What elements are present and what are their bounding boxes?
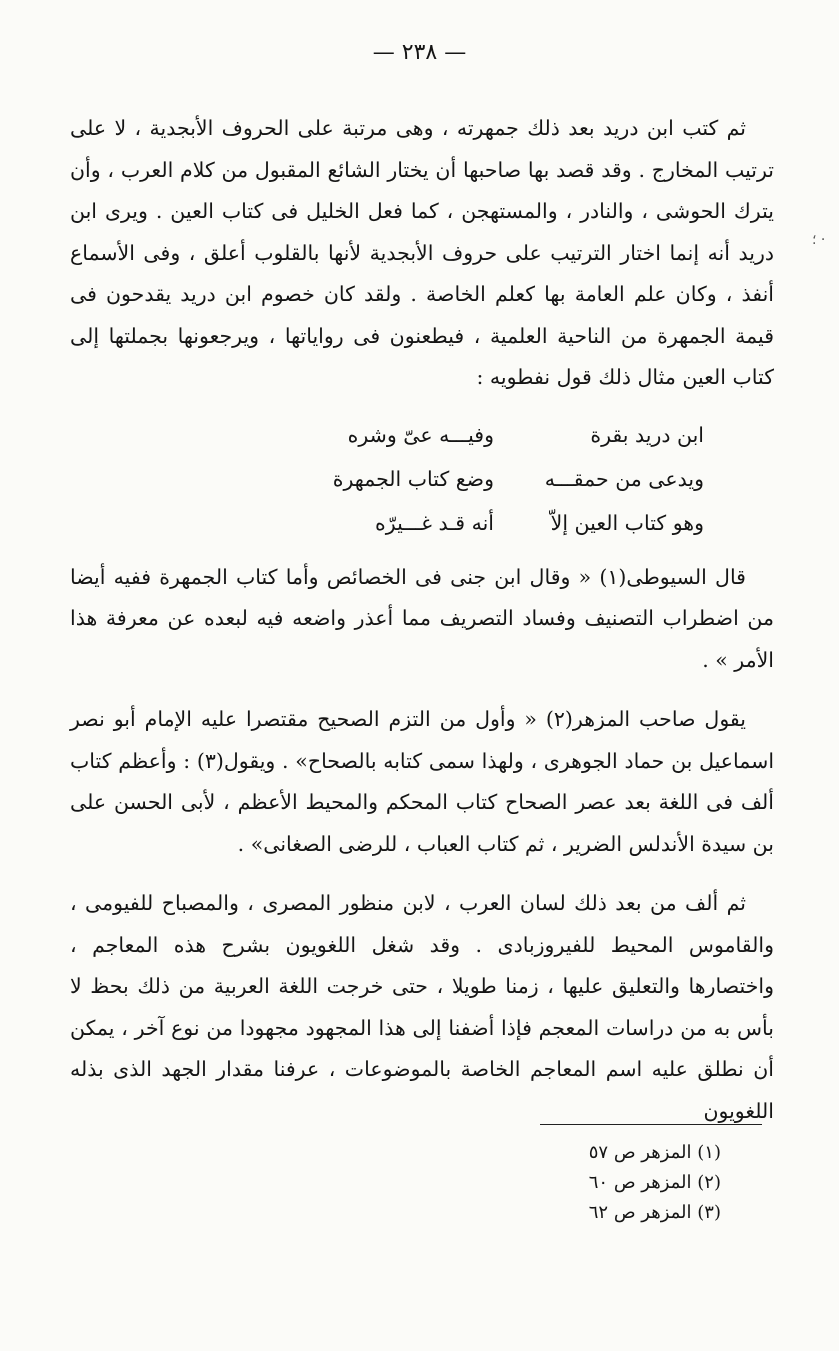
- poem-verse: [70, 501, 704, 545]
- poem-hemistich-first: ابن دريد بقرة: [590, 422, 704, 447]
- paragraph-jamhara: ثم كتب ابن دريد بعد ذلك جمهرته ، وهى مرتبة على الحروف الأبجدية ، لا على ترتيب المخارج . وقد قصد بها صاحبها أن يختار الشائع المقبول من كلام العرب ، وأن يترك الحوشى ، والنادر ، والمستهجن ، كما فعل الخليل فى كتاب العين . ويرى ابن دريد أنه إنما اختار الترتيب على حروف الأبجدية لأنها بالقلوب أعلق ، وفى الأسماع أنفذ ، وكان علم العامة بها كعلم الخاصة . ولقد كان خصوم ابن دريد يقدحون فى قيمة الجمهرة من الناحية العلمية ، فيطعنون فى رواياتها ، ويرجعونها بجملتها إلى كتاب العين مثال ذلك قول نفطويه :: [70, 116, 774, 389]
- poem-hemistich-second: وفيـــه عىّ وشره: [347, 422, 494, 447]
- paragraph-suyuti: قال السيوطى(١) « وقال ابن جنى فى الخصائص وأما كتاب الجمهرة ففيه أيضا من اضطراب التصنيف وفساد التصريف مما أعذر واضعه فيه لبعده عن معرفة هذا الأمر » .: [70, 564, 774, 672]
- poem-hemistich-first: ويدعى من حمقـــه: [544, 466, 704, 491]
- poem-hemistich-first: وهو كتاب العين إلاّ: [550, 510, 704, 535]
- footnote: (١) المزهر ص ٥٧: [588, 1142, 721, 1163]
- footnote-divider: [540, 1124, 762, 1125]
- poem: [70, 413, 774, 545]
- poem-hemistich-second: أنه قـد غـــيرّه: [375, 510, 494, 535]
- poem-verse: [70, 457, 704, 501]
- poem-hemistich-second: وضع كتاب الجمهرة: [332, 466, 494, 491]
- body-text: [70, 108, 774, 1132]
- paragraph-dictionaries: ثم ألف من بعد ذلك لسان العرب ، لابن منظور المصرى ، والمصباح للفيومى ، والقاموس المحيط للفيروزبادى . وقد شغل اللغويون بشرح هذه المعاجم ، واختصارها والتعليق عليها ، زمنا طويلا ، حتى خرجت اللغة العربية من ذلك بحظ لا بأس به من دراسات المعجم فإذا أضفنا إلى هذا المجهود مجهودا من نوع آخر ، يمكن أن نطلق عليه اسم المعاجم الخاصة بالموضوعات ، عرفنا مقدار الجهد الذى بذله اللغويون: [70, 891, 774, 1123]
- margin-mark: ؛ ·: [812, 232, 826, 248]
- footnote: (٢) المزهر ص ٦٠: [588, 1172, 721, 1193]
- poem-verse: [70, 413, 704, 457]
- paragraph-muzhir: يقول صاحب المزهر(٢) « وأول من التزم الصحيح مقتصرا عليه الإمام أبو نصر اسماعيل بن حماد الجوهرى ، ولهذا سمى كتابه بالصحاح» . ويقول(٣) : وأعظم كتاب ألف فى اللغة بعد عصر الصحاح كتاب المحكم والمحيط الأعظم ، لأبى الحسن على بن سيدة الأندلس الضرير ، ثم كتاب العباب ، للرضى الصغانى» .: [70, 707, 775, 856]
- footnotes: [589, 1138, 721, 1228]
- page-number: — ٢٣٨ —: [372, 40, 467, 65]
- footnote: (٣) المزهر ص ٦٢: [588, 1202, 721, 1223]
